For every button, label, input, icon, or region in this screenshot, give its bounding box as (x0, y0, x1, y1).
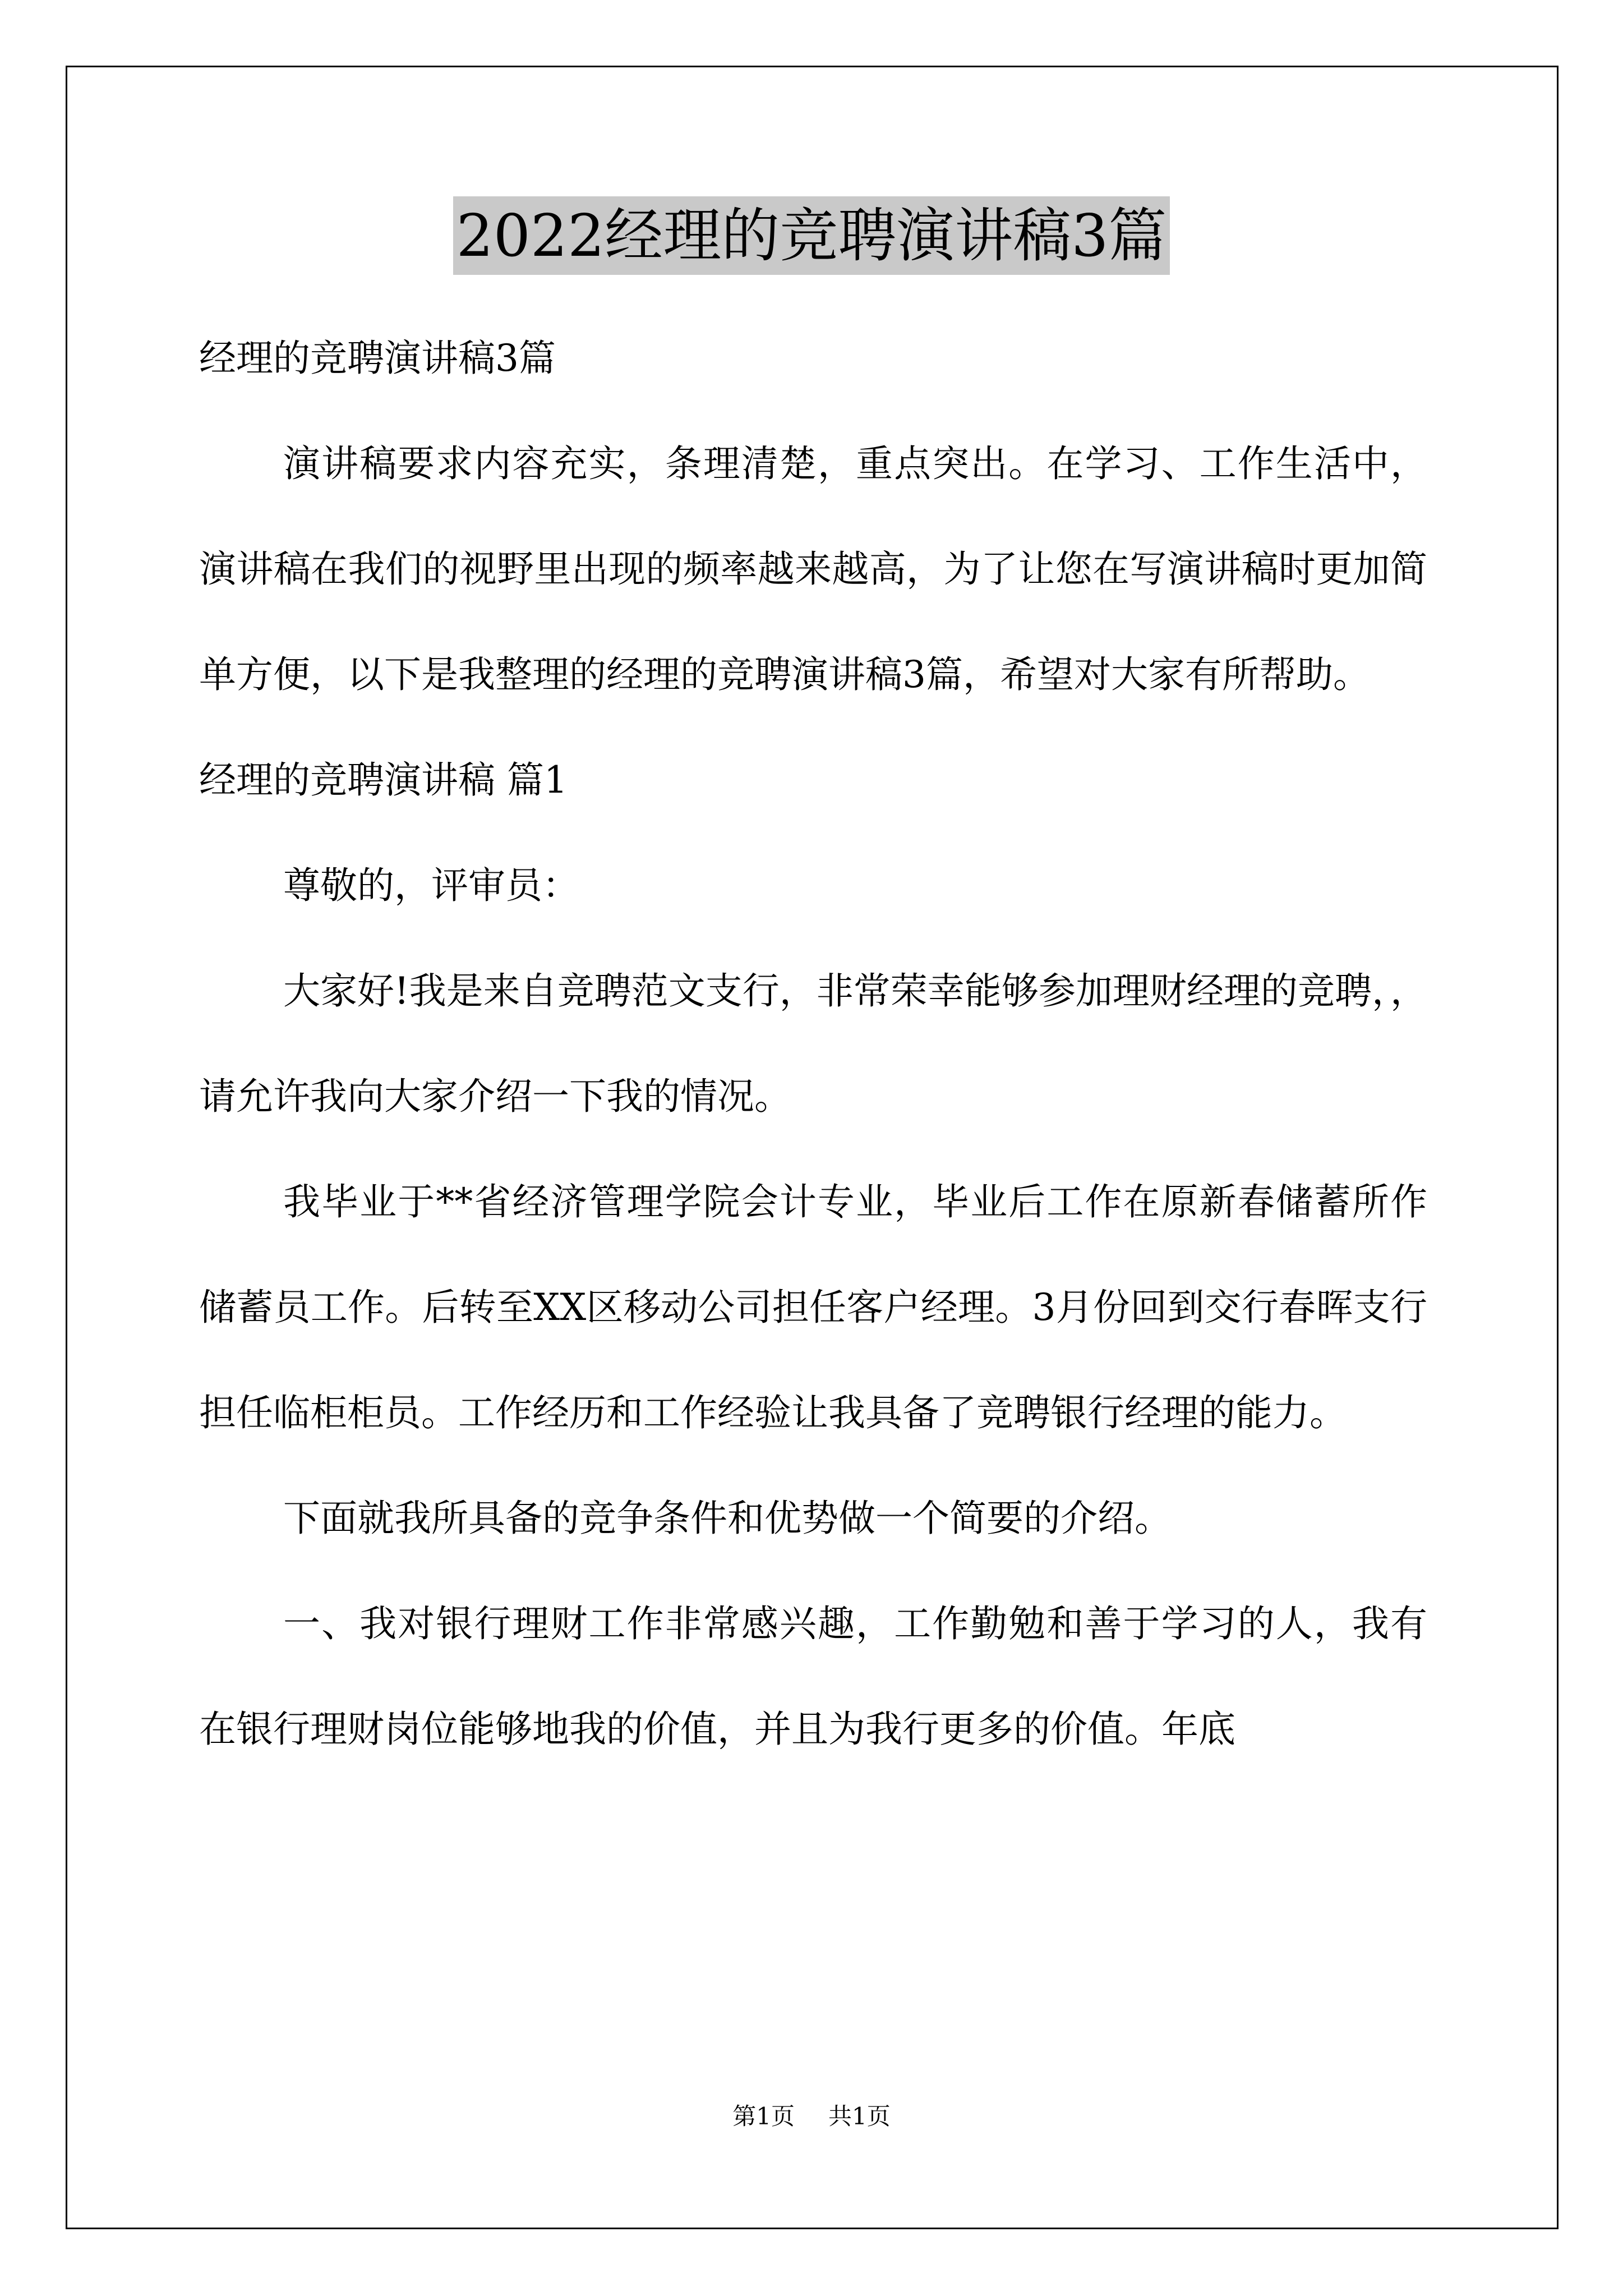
document-title: 2022经理的竞聘演讲稿3篇 (453, 196, 1170, 275)
page-number: 第1页 (732, 2102, 795, 2130)
paragraph: 下面就我所具备的竞争条件和优势做一个简要的介绍。 (283, 1497, 1172, 1540)
section-heading: 经理的竞聘演讲稿 篇1 (199, 758, 568, 802)
document-body (199, 306, 1427, 1782)
title-container (0, 196, 1623, 275)
paragraph: 一、我对银行理财工作非常感兴趣，工作勤勉和善于学习的人，我有在银行理财岗位能够地我的价值，并且为我行更多的价值。年底 (199, 1602, 1427, 1751)
paragraph: 演讲稿要求内容充实，条理清楚，重点突出。在学习、工作生活中，演讲稿在我们的视野里出现的频率越来越高，为了让您在写演讲稿时更加简单方便，以下是我整理的经理的竞聘演讲稿3篇，希望对大家有所帮助。 (199, 442, 1427, 696)
page-total: 共1页 (828, 2102, 891, 2130)
paragraph: 大家好!我是来自竞聘范文支行，非常荣幸能够参加理财经理的竞聘，，请允许我向大家介绍一下我的情况。 (199, 969, 1427, 1118)
paragraph: 尊敬的，评审员： (283, 864, 579, 907)
paragraph: 经理的竞聘演讲稿3篇 (199, 337, 556, 380)
paragraph: 我毕业于**省经济管理学院会计专业，毕业后工作在原新春储蓄所作储蓄员工作。后转至XX区移动公司担任客户经理。3月份回到交行春晖支行担任临柜柜员。工作经历和工作经验让我具备了竞聘银行经理的能力。 (199, 1180, 1427, 1434)
page-footer (0, 2098, 1623, 2132)
